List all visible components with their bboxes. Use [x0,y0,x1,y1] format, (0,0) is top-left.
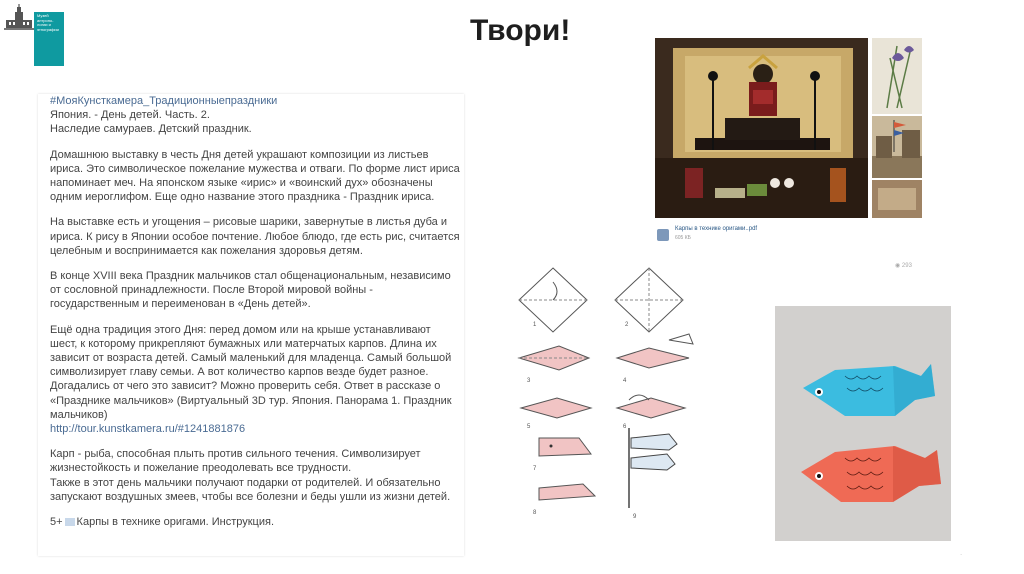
document-icon [657,229,669,241]
step-number: 1 [533,322,537,328]
step-number: 8 [533,510,537,516]
kunstkamera-tower-icon [4,4,34,34]
step-number: 4 [623,378,627,384]
step-number: 5 [527,424,531,430]
logo-line: логии и [37,22,51,27]
step-number: 6 [623,424,627,430]
slide-title: Твори! [470,14,571,47]
view-count-value: 293 [901,263,912,269]
origami-steps [499,258,732,556]
attachment-size: 605 КБ [675,235,691,241]
step-number: 9 [633,514,637,520]
post-header-line: Япония. - День детей. Часть. 2. [50,109,210,122]
tour-link[interactable]: http://tour.kunstkamera.ru/#1241881876 [50,423,246,436]
print [872,180,922,218]
museum-logo [34,12,64,66]
post-paragraph: На выставке есть и угощения – рисовые шарики, завернутые в листья дуба и ириса. К рису в Японии особое почтение. Любое блюдо, где есть рис, считается целебным и воспринимается как пожелания здоровья детям. [50,216,460,257]
origami-carp-photo[interactable] [775,306,951,541]
street-print [872,116,922,178]
post-text [50,94,460,540]
samurai-display-illustration [655,38,868,218]
hashtag-link[interactable]: #МояКунсткамера_Традиционныепраздники [50,95,278,107]
step-number: 7 [533,466,537,472]
step-number: 2 [625,322,629,328]
eye-icon: ◉ [895,263,901,269]
street-print-thumbnail[interactable] [872,116,922,178]
logo-line: Музей [37,13,49,18]
slide-marker: . [960,548,963,557]
post-paragraph: Ещё одна традиция этого Дня: перед домом или на крыше устанавливают шест, к которому прикрепляют бумажных или матерчатых карпов. Длина их зависит от возраста детей. Самый маленький для младенца. Самый большой символизирует главу семьи. А вот количество карпов везде будет разное. Догадались от чего это зависит? Можно проверить себя. Ответ в рассказе о «Празднике мальчиков» (Виртуальный 3D тур. Япония. Панорама 1. Праздник мальчиков) [50,323,452,421]
document-icon [65,518,75,526]
post-paragraph: Также в этот день мальчики получают подарки от родителей. И обязательно запускают воздушных змеев, чтобы все болезни и беды ушли из жизни детей. [50,476,451,503]
logo-line: этнографии [37,26,59,32]
origami-carps [775,306,951,541]
post-paragraph: Домашнюю выставку в честь Дня детей украшают композиции из листьев ириса. Это символическое пожелание мужества и отваги. По форме лист ириса напоминает меч. На японском языке «ирис» и «воинский дух» обозначены одним иероглифом. Еще одно название этого праздника - Праздник ириса. [50,148,460,204]
logo-line: антропо- [37,17,54,23]
footer-text: Карпы в технике оригами. Инструкция. [76,516,274,529]
footer-prefix: 5+ [50,516,63,529]
step-number: 3 [527,378,531,384]
view-count [895,262,912,269]
social-post [38,94,464,556]
post-paragraph: В конце XVIII века Праздник мальчиков стал общенациональным, независимо от сословной принадлежности. После Второй мировой войны - государственным и переименован в «День детей». [50,270,451,311]
print-thumbnail[interactable] [872,180,922,218]
iris-painting-thumbnail[interactable] [872,38,922,114]
post-paragraph: Карп - рыба, способная плыть против сильного течения. Символизирует жизнестойкость и пожелание преодолевать все трудности. [50,448,421,475]
attachment-name[interactable]: Карпы в технике оригами..pdf [675,226,758,232]
iris-painting [872,38,922,114]
samurai-display-photo[interactable] [655,38,868,218]
post-header-line: Наследие самураев. Детский праздник. [50,123,252,136]
origami-instructions-diagram [499,258,732,556]
